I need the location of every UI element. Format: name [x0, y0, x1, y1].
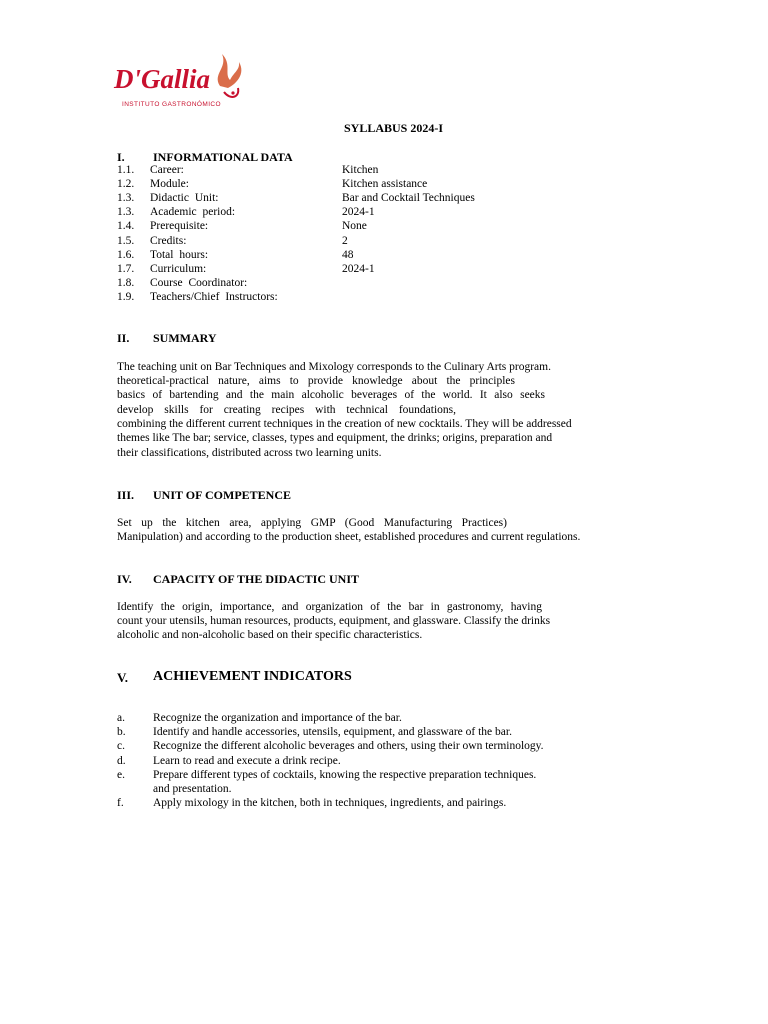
section-3-number: III.	[117, 488, 135, 502]
indicator-text: Recognize the organization and importance of the bar.	[153, 712, 402, 724]
info-row-number: 1.4.	[117, 220, 135, 233]
paragraph-line: Manipulation) and according to the production sheet, established procedures and current regulations.	[117, 531, 581, 544]
indicator-letter: c.	[117, 740, 125, 753]
institute-logo	[112, 48, 247, 110]
info-row-value: 2024-1	[342, 262, 375, 275]
section-1-title: INFORMATIONAL DATA	[153, 150, 293, 164]
document-title: SYLLABUS 2024-I	[344, 121, 444, 135]
info-row-number: 1.2.	[117, 178, 135, 191]
indicator-letter: d.	[117, 754, 126, 767]
paragraph-line: count your utensils, human resources, products, equipment, and glassware. Classify the drinks	[117, 615, 551, 628]
section-2-title: SUMMARY	[153, 331, 217, 345]
indicator-text: Learn to read and execute a drink recipe.	[153, 754, 341, 767]
info-row-label: Total hours:	[150, 248, 209, 261]
paragraph-line: combining the different current techniques in the creation of new cocktails. They will be addressed	[117, 417, 572, 430]
info-row-label: Course Coordinator:	[150, 276, 248, 289]
logo-subtitle: INSTITUTO GASTRONÓMICO	[122, 101, 221, 108]
paragraph-line: Set up the kitchen area, applying GMP (Good Manufacturing Practices)	[117, 517, 507, 529]
section-5-title: ACHIEVEMENT INDICATORS	[153, 669, 352, 684]
info-row-value: Kitchen	[342, 164, 379, 176]
info-row-label: Academic period:	[150, 206, 236, 219]
info-row-label: Curriculum:	[150, 262, 207, 275]
indicator-letter: a.	[117, 712, 125, 724]
info-row-value: Bar and Cocktail Techniques	[342, 192, 475, 205]
paragraph-line: theoretical-practical nature, aims to provide knowledge about the principles	[117, 375, 515, 388]
indicator-text: Identify and handle accessories, utensils, equipment, and glassware of the bar.	[153, 726, 512, 739]
paragraph-line: The teaching unit on Bar Techniques and Mixology corresponds to the Culinary Arts program.	[117, 361, 551, 373]
info-row-value: None	[342, 220, 367, 233]
info-row-number: 1.6.	[117, 248, 135, 261]
info-row-number: 1.1.	[117, 164, 135, 176]
info-row-number: 1.3.	[117, 192, 135, 205]
logo-wordmark: D'Gallia	[114, 64, 211, 94]
paragraph-line: their classifications, distributed across two learning units.	[117, 447, 382, 459]
indicator-letter: e.	[117, 768, 125, 781]
info-row-label: Didactic Unit:	[150, 192, 219, 205]
paragraph-line: basics of bartending and the main alcoholic beverages of the world. It also seeks	[117, 389, 545, 402]
indicator-text-continued: and presentation.	[153, 783, 232, 795]
indicator-text: Recognize the different alcoholic beverages and others, using their own terminology.	[153, 740, 544, 753]
section-2-number: II.	[117, 331, 130, 345]
info-row-label: Prerequisite:	[150, 220, 209, 233]
info-row-value: Kitchen assistance	[342, 178, 428, 191]
section-5-number: V.	[117, 670, 128, 685]
info-row-number: 1.9.	[117, 290, 135, 303]
indicator-text: Prepare different types of cocktails, knowing the respective preparation techniques.	[153, 768, 537, 781]
indicator-letter: f.	[117, 797, 124, 810]
info-row-label: Teachers/Chief Instructors:	[150, 290, 278, 303]
info-row-value: 2	[342, 234, 348, 247]
info-row-number: 1.3.	[117, 206, 135, 219]
paragraph-line: Identify the origin, importance, and organization of the bar in gastronomy, having	[117, 601, 542, 613]
info-row-value: 48	[342, 248, 354, 261]
info-row-number: 1.8.	[117, 276, 135, 289]
section-3-title: UNIT OF COMPETENCE	[153, 488, 292, 502]
indicator-letter: b.	[117, 726, 126, 739]
indicator-text: Apply mixology in the kitchen, both in techniques, ingredients, and pairings.	[153, 797, 507, 810]
info-row-number: 1.5.	[117, 234, 135, 247]
paragraph-line: alcoholic and non-alcoholic based on their specific characteristics.	[117, 629, 423, 642]
paragraph-line: themes like The bar; service, classes, types and equipment, the drinks; origins, preparation and	[117, 432, 553, 444]
paragraph-line: develop skills for creating recipes with technical foundations,	[117, 403, 456, 416]
info-row-label: Career:	[150, 164, 184, 176]
info-row-label: Credits:	[150, 234, 187, 247]
info-row-value: 2024-1	[342, 206, 375, 219]
section-1-number: I.	[117, 150, 125, 164]
info-row-number: 1.7.	[117, 262, 135, 275]
logo-graphic	[112, 48, 247, 110]
info-row-label: Module:	[150, 178, 189, 191]
section-4-title: CAPACITY OF THE DIDACTIC UNIT	[153, 572, 360, 586]
section-4-number: IV.	[117, 572, 132, 586]
